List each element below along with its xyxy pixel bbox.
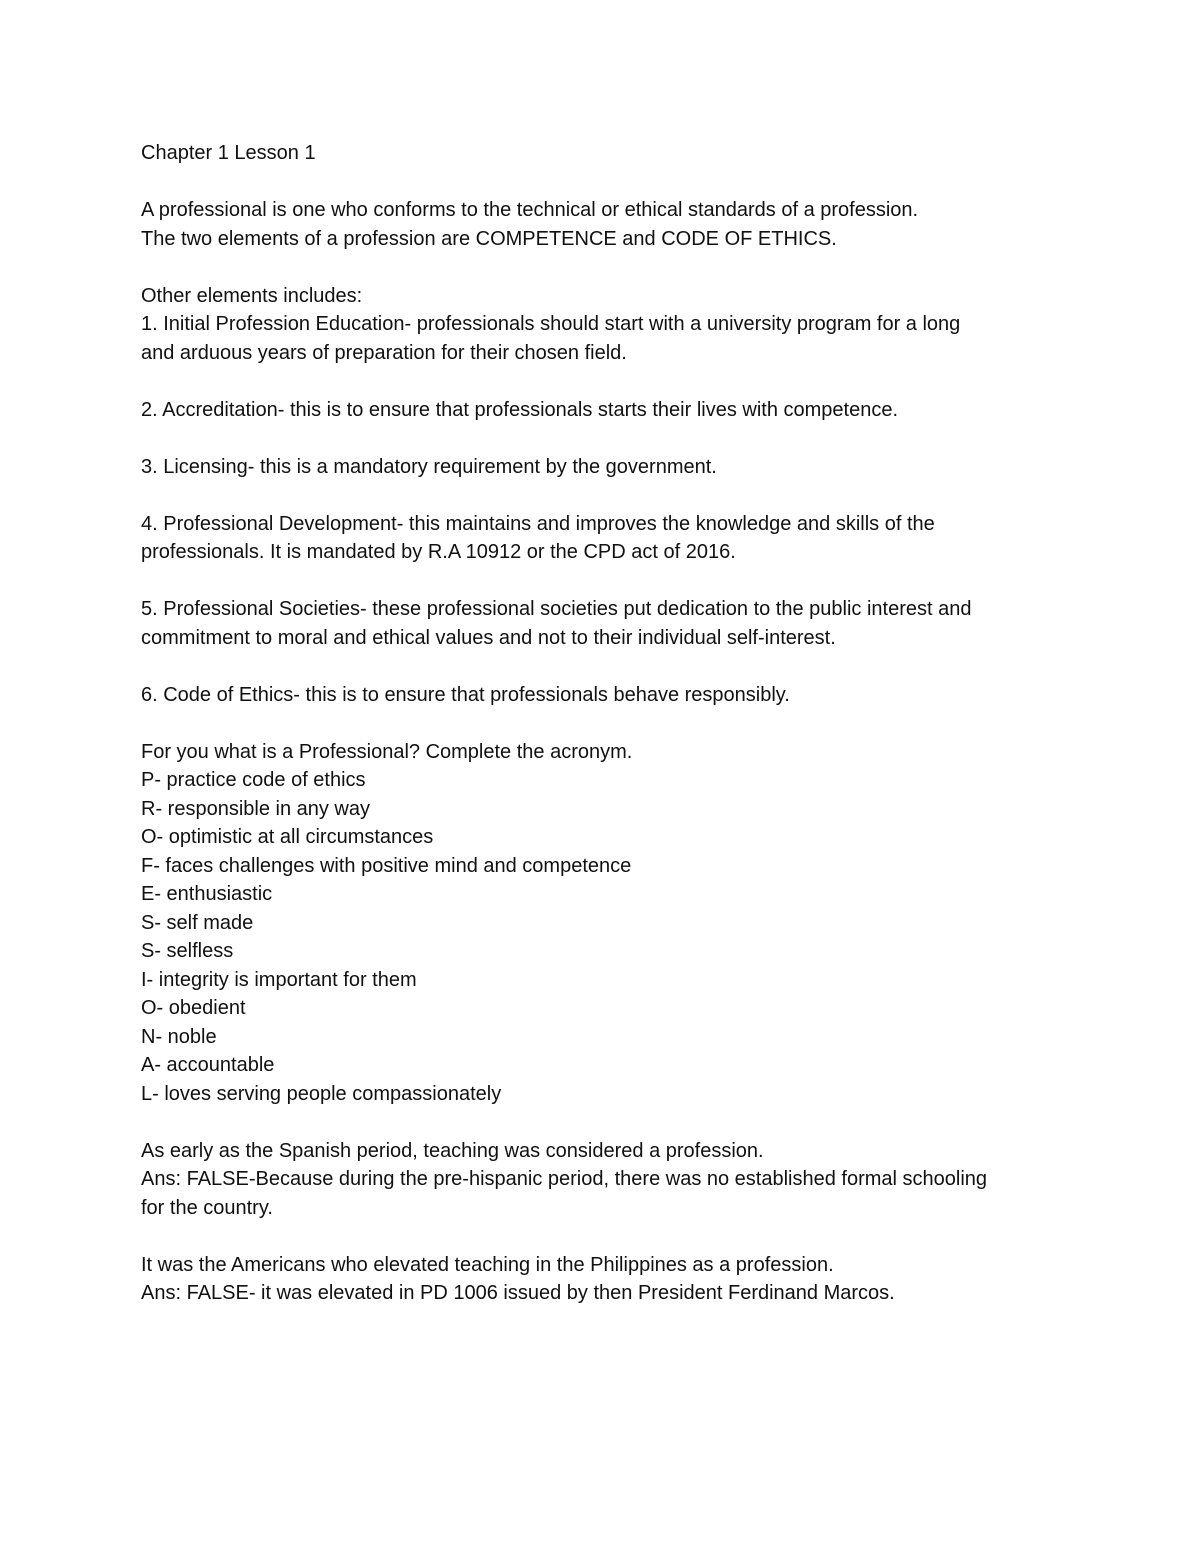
spacer	[141, 424, 1071, 453]
spacer	[141, 1222, 1071, 1251]
acronym-line: I- integrity is important for them	[141, 968, 417, 991]
acronym-line: O- optimistic at all circumstances	[141, 826, 434, 848]
question-2-block	[141, 1251, 1071, 1308]
spacer	[141, 253, 1071, 282]
spacer	[141, 1108, 1071, 1137]
acronym-question: For you what is a Professional? Complete the acronym.	[141, 740, 633, 763]
question-1-answer-cont: for the country.	[141, 1196, 273, 1219]
element-item-4-cont: professionals. It is mandated by R.A 10912 or the CPD act of 2016.	[141, 541, 736, 563]
acronym-line: P- practice code of ethics	[141, 769, 366, 791]
acronym-line: R- responsible in any way	[141, 797, 370, 820]
intro-paragraph	[141, 196, 1071, 253]
element-item-1-cont: and arduous years of preparation for their chosen field.	[141, 341, 627, 364]
acronym-line: F- faces challenges with positive mind and competence	[141, 854, 632, 877]
acronym-line: S- selfless	[141, 940, 234, 962]
acronym-section	[141, 738, 1071, 1109]
question-1-block	[141, 1137, 1071, 1223]
acronym-line: E- enthusiastic	[141, 883, 273, 905]
other-elements-section	[141, 282, 1071, 368]
question-1-statement: As early as the Spanish period, teaching was considered a profession.	[141, 1139, 764, 1162]
acronym-line: S- self made	[141, 911, 254, 934]
spacer	[141, 367, 1071, 396]
element-item-4: 4. Professional Development- this maintains and improves the knowledge and skills of the	[141, 512, 935, 535]
element-item-1: 1. Initial Profession Education- professionals should start with a university program for a long	[141, 313, 961, 335]
element-item-2: 2. Accreditation- this is to ensure that professionals starts their lives with competence.	[141, 398, 899, 421]
element-item-5: 5. Professional Societies- these professional societies put dedication to the public interest and	[141, 598, 972, 620]
element-item-3: 3. Licensing- this is a mandatory requirement by the government.	[141, 455, 717, 478]
acronym-line: A- accountable	[141, 1054, 275, 1076]
spacer	[141, 481, 1071, 510]
element-item-5-cont: commitment to moral and ethical values and not to their individual self-interest.	[141, 626, 836, 649]
spacer	[141, 567, 1071, 596]
acronym-line: N- noble	[141, 1025, 217, 1048]
intro-line: A professional is one who conforms to the technical or ethical standards of a profession.	[141, 199, 919, 221]
document-body	[141, 139, 1071, 1308]
spacer	[141, 652, 1071, 681]
element-item-5-block	[141, 595, 1071, 652]
other-elements-heading: Other elements includes:	[141, 284, 363, 307]
acronym-line: O- obedient	[141, 997, 246, 1019]
intro-line: The two elements of a profession are COMPETENCE and CODE OF ETHICS.	[141, 227, 837, 250]
element-item-6: 6. Code of Ethics- this is to ensure that professionals behave responsibly.	[141, 683, 790, 706]
spacer	[141, 168, 1071, 197]
question-2-answer: Ans: FALSE- it was elevated in PD 1006 issued by then President Ferdinand Marcos.	[141, 1282, 895, 1304]
element-item-4-block	[141, 510, 1071, 567]
question-2-statement: It was the Americans who elevated teaching in the Philippines as a profession.	[141, 1253, 834, 1276]
spacer	[141, 709, 1071, 738]
acronym-line: L- loves serving people compassionately	[141, 1082, 502, 1105]
chapter-title: Chapter 1 Lesson 1	[141, 142, 316, 164]
question-1-answer: Ans: FALSE-Because during the pre-hispanic period, there was no established formal schooling	[141, 1168, 988, 1190]
